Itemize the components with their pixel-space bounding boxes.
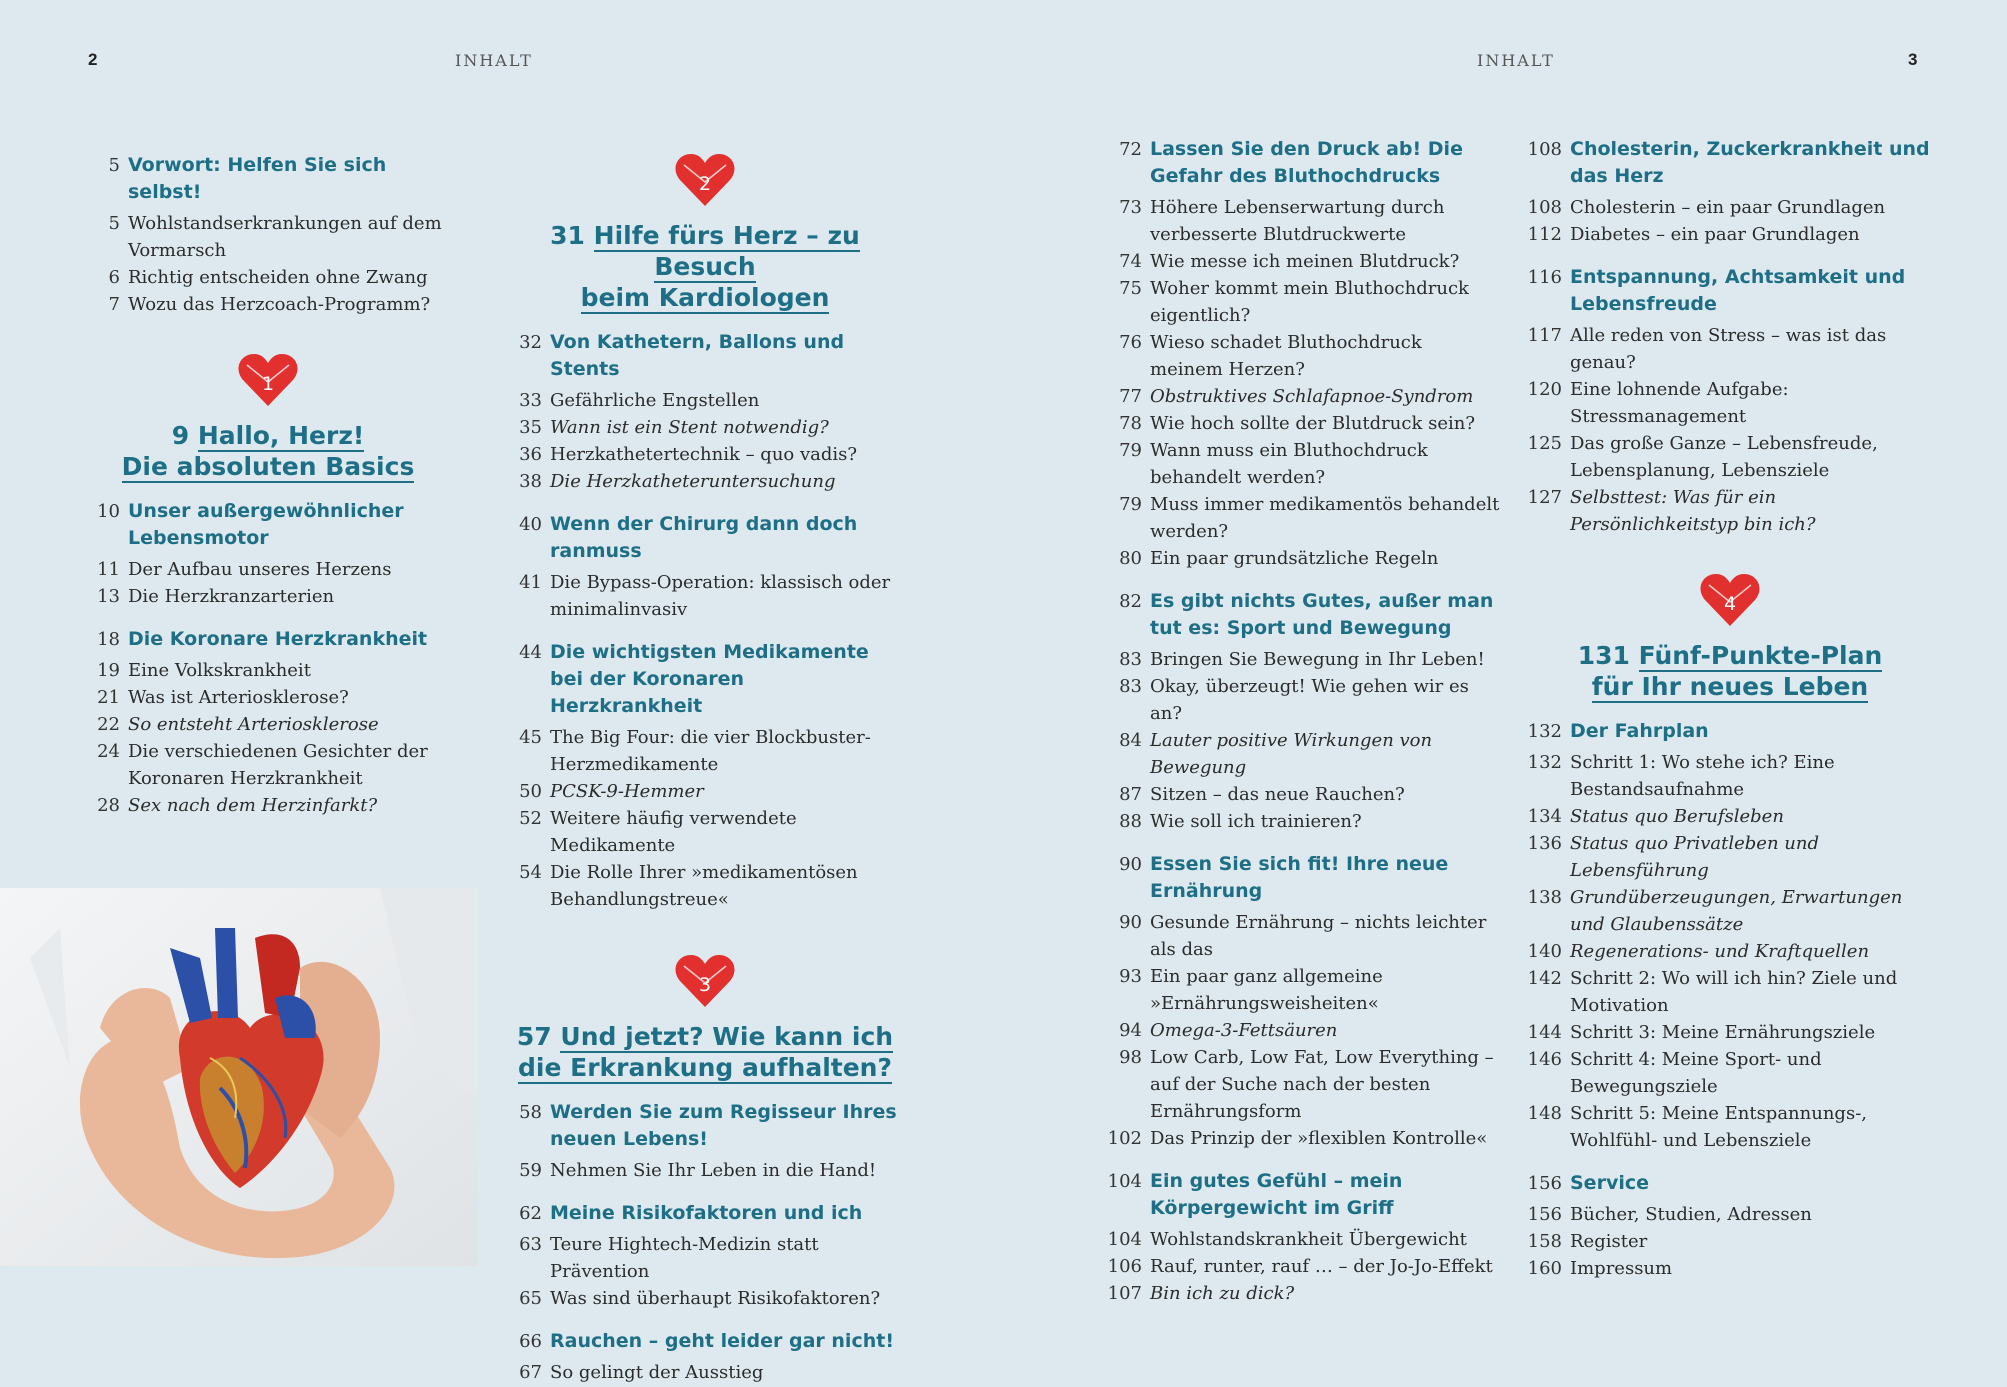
toc-entry (1520, 884, 1940, 938)
toc-page-number: 125 (1527, 433, 1562, 454)
toc-entry-title: Wozu das Herzcoach-Programm? (128, 294, 431, 315)
toc-page-number: 142 (1527, 968, 1562, 989)
toc-entry-title: Bücher, Studien, Adressen (1570, 1204, 1812, 1225)
toc-entry-title: Woher kommt mein Bluthochdruck eigentlich? (1150, 278, 1469, 326)
toc-entry-title: Sitzen – das neue Rauchen? (1150, 784, 1405, 805)
toc-entry-title: Register (1570, 1231, 1648, 1252)
toc-section-entry (510, 1200, 900, 1227)
toc-entry-title: Meine Risikofaktoren und ich (550, 1202, 863, 1224)
toc-page-number: 77 (1119, 386, 1142, 407)
toc-page-number: 50 (519, 781, 542, 802)
toc-page-number: 21 (97, 687, 120, 708)
toc-list (1520, 718, 1940, 1282)
toc-entry-title: So entsteht Arteriosklerose (128, 714, 379, 735)
chapter-title: die Erkrankung aufhalten? (518, 1053, 892, 1082)
toc-entry-title: Regenerations- und Kraftquellen (1570, 941, 1870, 962)
toc-entry (1100, 1253, 1500, 1280)
toc-entry (1100, 275, 1500, 329)
toc-page-number: 73 (1119, 197, 1142, 218)
toc-entry-title: Das Prinzip der »flexiblen Kontrolle« (1150, 1128, 1488, 1149)
toc-entry-title: Low Carb, Low Fat, Low Everything – auf der Suche nach der besten Ernährungsform (1150, 1047, 1494, 1122)
toc-entry-title: Wenn der Chirurg dann doch ranmuss (550, 513, 858, 562)
toc-entry (1100, 727, 1500, 781)
toc-page-number: 120 (1527, 379, 1562, 400)
toc-entry (1100, 781, 1500, 808)
toc-entry-title: Schritt 4: Meine Sport- und Bewegungsziele (1570, 1049, 1822, 1097)
toc-entry-title: Rauchen – geht leider gar nicht! (550, 1330, 894, 1352)
toc-entry-title: Lassen Sie den Druck ab! Die Gefahr des Bluthochdrucks (1150, 138, 1463, 187)
heart-badge-icon (674, 152, 736, 208)
toc-entry-title: Cholesterin, Zuckerkrankheit und das Herz (1570, 138, 1930, 187)
toc-page-number: 90 (1119, 854, 1142, 875)
toc-entry (510, 805, 900, 859)
toc-entry (88, 210, 448, 264)
toc-entry-title: Das große Ganze – Lebensfreude, Lebensplanung, Lebensziele (1570, 433, 1878, 481)
toc-entry-title: Eine lohnende Aufgabe: Stressmanagement (1570, 379, 1789, 427)
svg-text:3: 3 (698, 974, 712, 996)
toc-section-entry (1520, 264, 1940, 318)
toc-page-number: 98 (1119, 1047, 1142, 1068)
toc-page-number: 84 (1119, 730, 1142, 751)
toc-entry-title: Schritt 5: Meine Entspannungs-, Wohlfühl- und Lebensziele (1570, 1103, 1867, 1151)
toc-page-number: 40 (519, 514, 542, 535)
toc-entry (88, 657, 448, 684)
toc-entry (88, 711, 448, 738)
toc-entry-title: Diabetes – ein paar Grundlagen (1570, 224, 1860, 245)
toc-entry-title: Höhere Lebenserwartung durch verbesserte Blutdruckwerte (1150, 197, 1445, 245)
toc-entry-title: PCSK-9-Hemmer (550, 781, 704, 802)
toc-page-number: 59 (519, 1160, 542, 1181)
toc-page-number: 117 (1527, 325, 1562, 346)
toc-entry-title: Sex nach dem Herzinfarkt? (128, 795, 378, 816)
toc-page-number: 158 (1527, 1231, 1562, 1252)
toc-entry-title: Grundüberzeugungen, Erwartungen und Glaubenssätze (1570, 887, 1903, 935)
toc-page-number: 116 (1527, 267, 1562, 288)
toc-entry (1100, 194, 1500, 248)
toc-page-number: 36 (519, 444, 542, 465)
heart-badge-icon (1699, 572, 1761, 628)
toc-entry (1520, 430, 1940, 484)
toc-entry (88, 264, 448, 291)
toc-page-number: 102 (1107, 1128, 1142, 1149)
toc-entry (510, 468, 900, 495)
toc-entry (510, 387, 900, 414)
toc-entry (1520, 376, 1940, 430)
toc-entry (1520, 1019, 1940, 1046)
toc-page-number: 38 (519, 471, 542, 492)
toc-entry (1520, 1046, 1940, 1100)
toc-entry-title: So gelingt der Ausstieg (550, 1362, 764, 1383)
toc-entry-title: Omega-3-Fettsäuren (1150, 1020, 1338, 1041)
toc-section-entry (1520, 136, 1940, 190)
toc-entry-title: Bringen Sie Bewegung in Ihr Leben! (1150, 649, 1485, 670)
toc-entry-title: Gesunde Ernährung – nichts leichter als das (1150, 912, 1487, 960)
toc-section-entry (1520, 1170, 1940, 1197)
toc-entry (1100, 248, 1500, 275)
toc-entry (510, 1231, 900, 1285)
left-page-number: 2 (88, 50, 98, 69)
toc-page-number: 11 (97, 559, 120, 580)
toc-entry (1520, 803, 1940, 830)
left-running-head: INHALT (455, 51, 533, 70)
toc-entry (88, 291, 448, 318)
toc-page-number: 132 (1527, 752, 1562, 773)
toc-page-number: 88 (1119, 811, 1142, 832)
toc-page-number: 148 (1527, 1103, 1562, 1124)
toc-entry-title: Die Herzkatheteruntersuchung (550, 471, 836, 492)
toc-entry (1100, 1280, 1500, 1307)
toc-page-number: 6 (108, 267, 120, 288)
toc-entry (1100, 808, 1500, 835)
toc-page-number: 144 (1527, 1022, 1562, 1043)
toc-entry (510, 859, 900, 913)
toc-entry-title: Essen Sie sich fit! Ihre neue Ernährung (1150, 853, 1449, 902)
toc-page-number: 78 (1119, 413, 1142, 434)
toc-entry (1520, 221, 1940, 248)
toc-entry (1100, 437, 1500, 491)
chapter-title: Hilfe fürs Herz – zu Besuch (593, 221, 860, 281)
toc-page-number: 138 (1527, 887, 1562, 908)
svg-text:2: 2 (698, 173, 712, 195)
chapter-page-number: 57 (516, 1022, 552, 1051)
toc-entry (1520, 938, 1940, 965)
toc-page-number: 44 (519, 642, 542, 663)
toc-entry-title: Alle reden von Stress – was ist das genau? (1570, 325, 1887, 373)
toc-entry (88, 792, 448, 819)
toc-entry (1520, 484, 1940, 538)
toc-entry-title: Es gibt nichts Gutes, außer man tut es: Sport und Bewegung (1150, 590, 1494, 639)
toc-page-number: 63 (519, 1234, 542, 1255)
toc-page-number: 33 (519, 390, 542, 411)
toc-entry-title: Die Rolle Ihrer »medikamentösen Behandlungstreue« (550, 862, 858, 910)
toc-list (88, 152, 448, 318)
toc-page-number: 7 (108, 294, 120, 315)
toc-page-number: 108 (1527, 139, 1562, 160)
toc-entry-title: The Big Four: die vier Blockbuster-Herzmedikamente (550, 727, 871, 775)
toc-page-number: 127 (1527, 487, 1562, 508)
toc-entry (1520, 194, 1940, 221)
toc-entry (1100, 383, 1500, 410)
toc-page-number: 65 (519, 1288, 542, 1309)
toc-section-entry (1100, 136, 1500, 190)
chapter-title: Fünf-Punkte-Plan (1638, 641, 1883, 670)
toc-page-number: 32 (519, 332, 542, 353)
toc-section-entry (510, 329, 900, 383)
toc-entry-title: Status quo Berufsleben (1570, 806, 1784, 827)
toc-entry-title: Von Kathetern, Ballons und Stents (550, 331, 845, 380)
toc-page-number: 82 (1119, 591, 1142, 612)
toc-entry (1520, 749, 1940, 803)
toc-page-number: 106 (1107, 1256, 1142, 1277)
toc-entry (1100, 491, 1500, 545)
toc-page-number: 41 (519, 572, 542, 593)
toc-page-number: 156 (1527, 1204, 1562, 1225)
toc-entry-title: Nehmen Sie Ihr Leben in die Hand! (550, 1160, 877, 1181)
toc-entry-title: Wohlstandskrankheit Übergewicht (1150, 1229, 1467, 1250)
toc-entry-title: Die verschiedenen Gesichter der Koronaren Herzkrankheit (128, 741, 428, 789)
toc-entry (1520, 322, 1940, 376)
toc-list (88, 498, 448, 819)
toc-column-3 (1100, 136, 1500, 1307)
toc-page-number: 74 (1119, 251, 1142, 272)
toc-page-number: 83 (1119, 676, 1142, 697)
chapter-title: beim Kardiologen (580, 283, 830, 312)
toc-entry-title: Unser außergewöhnlicher Lebensmotor (128, 500, 404, 549)
toc-entry (1520, 830, 1940, 884)
chapter-page-number: 31 (550, 221, 585, 250)
toc-page-number: 107 (1107, 1283, 1142, 1304)
toc-entry-title: Die wichtigsten Medikamente bei der Koronaren Herzkrankheit (550, 641, 869, 717)
toc-entry (1100, 410, 1500, 437)
toc-page-number: 24 (97, 741, 120, 762)
chapter-4-heading (1520, 572, 1940, 702)
toc-section-entry (1100, 851, 1500, 905)
toc-page-number: 90 (1119, 912, 1142, 933)
toc-entry (1100, 909, 1500, 963)
toc-section-entry (510, 639, 900, 720)
chapter-page-number: 131 (1577, 641, 1630, 670)
toc-section-entry (1100, 588, 1500, 642)
toc-page-number: 72 (1119, 139, 1142, 160)
toc-entry-title: Wieso schadet Bluthochdruck meinem Herzen? (1150, 332, 1422, 380)
toc-entry (1100, 1017, 1500, 1044)
toc-entry-title: Ein paar ganz allgemeine »Ernährungsweisheiten« (1150, 966, 1383, 1014)
toc-column-1 (88, 152, 448, 819)
toc-column-4 (1520, 136, 1940, 1282)
toc-entry-title: Wann ist ein Stent notwendig? (550, 417, 829, 438)
toc-section-entry (510, 1328, 900, 1355)
toc-entry (1520, 1228, 1940, 1255)
toc-page-number: 28 (97, 795, 120, 816)
toc-page-number: 140 (1527, 941, 1562, 962)
toc-page-number: 108 (1527, 197, 1562, 218)
toc-entry-title: Vorwort: Helfen Sie sich selbst! (128, 154, 387, 203)
chapter-title: für Ihr neues Leben (1591, 672, 1869, 701)
toc-page-number: 146 (1527, 1049, 1562, 1070)
toc-entry-title: Der Fahrplan (1570, 720, 1709, 742)
svg-text:4: 4 (1723, 593, 1737, 615)
toc-entry (88, 738, 448, 792)
toc-entry-title: Cholesterin – ein paar Grundlagen (1570, 197, 1886, 218)
toc-entry (88, 583, 448, 610)
toc-entry-title: Obstruktives Schlafapnoe-Syndrom (1150, 386, 1474, 407)
toc-page-number: 94 (1119, 1020, 1142, 1041)
toc-page-number: 13 (97, 586, 120, 607)
toc-entry-title: Werden Sie zum Regisseur Ihres neuen Lebens! (550, 1101, 897, 1150)
toc-page-number: 76 (1119, 332, 1142, 353)
toc-entry-title: Der Aufbau unseres Herzens (128, 559, 392, 580)
toc-entry-title: Herzkathetertechnik – quo vadis? (550, 444, 858, 465)
toc-page-number: 5 (108, 155, 120, 176)
toc-entry (1100, 545, 1500, 572)
toc-entry (510, 414, 900, 441)
toc-section-entry (88, 626, 448, 653)
toc-page-number: 83 (1119, 649, 1142, 670)
toc-entry-title: Service (1570, 1172, 1649, 1194)
toc-section-entry (88, 152, 448, 206)
toc-page-number: 79 (1119, 440, 1142, 461)
toc-entry-title: Wohlstandserkrankungen auf dem Vormarsch (128, 213, 442, 261)
toc-entry-title: Gefährliche Engstellen (550, 390, 760, 411)
toc-entry-title: Wie hoch sollte der Blutdruck sein? (1150, 413, 1475, 434)
toc-entry-title: Entspannung, Achtsamkeit und Lebensfreude (1570, 266, 1906, 315)
toc-entry-title: Was sind überhaupt Risikofaktoren? (550, 1288, 881, 1309)
toc-list (1100, 136, 1500, 1307)
toc-entry-title: Ein gutes Gefühl – mein Körpergewicht im Griff (1150, 1170, 1403, 1219)
toc-page-number: 66 (519, 1331, 542, 1352)
toc-entry (1100, 673, 1500, 727)
toc-list (510, 1099, 900, 1386)
chapter-1-heading (88, 352, 448, 482)
toc-entry-title: Ein paar grundsätzliche Regeln (1150, 548, 1439, 569)
toc-page-number: 5 (108, 213, 120, 234)
toc-page-number: 87 (1119, 784, 1142, 805)
toc-section-entry (510, 511, 900, 565)
toc-page-number: 104 (1107, 1171, 1142, 1192)
toc-entry (1100, 1226, 1500, 1253)
chapter-title: Die absoluten Basics (121, 452, 415, 481)
toc-entry (1100, 646, 1500, 673)
toc-list (510, 329, 900, 913)
toc-entry (88, 556, 448, 583)
svg-text:1: 1 (261, 373, 275, 395)
toc-entry (1100, 963, 1500, 1017)
toc-entry-title: Wann muss ein Bluthochdruck behandelt werden? (1150, 440, 1428, 488)
toc-entry (88, 684, 448, 711)
toc-page-number: 80 (1119, 548, 1142, 569)
chapter-2-heading (510, 152, 900, 313)
toc-entry-title: Rauf, runter, rauf … – der Jo-Jo-Effekt (1150, 1256, 1493, 1277)
toc-entry-title: Impressum (1570, 1258, 1673, 1279)
right-running-head: INHALT (1477, 51, 1555, 70)
toc-entry (510, 778, 900, 805)
right-page-number: 3 (1908, 50, 1918, 69)
toc-entry-title: Die Koronare Herzkrankheit (128, 628, 428, 650)
toc-entry (510, 1285, 900, 1312)
toc-page-number: 132 (1527, 721, 1562, 742)
toc-page-number: 52 (519, 808, 542, 829)
toc-entry-title: Eine Volkskrankheit (128, 660, 311, 681)
toc-entry-title: Die Herzkranzarterien (128, 586, 335, 607)
chapter-3-heading (510, 953, 900, 1083)
toc-entry (510, 1359, 900, 1386)
toc-entry (510, 569, 900, 623)
toc-entry-title: Lauter positive Wirkungen von Bewegung (1150, 730, 1433, 778)
toc-page-number: 160 (1527, 1258, 1562, 1279)
toc-page-number: 54 (519, 862, 542, 883)
toc-section-entry (1520, 718, 1940, 745)
toc-page-number: 134 (1527, 806, 1562, 827)
toc-entry-title: Status quo Privatleben und Lebensführung (1570, 833, 1819, 881)
toc-entry-title: Teure Hightech-Medizin statt Prävention (550, 1234, 819, 1282)
toc-page-number: 45 (519, 727, 542, 748)
toc-entry (510, 1157, 900, 1184)
toc-entry-title: Okay, überzeugt! Wie gehen wir es an? (1150, 676, 1469, 724)
toc-entry (1100, 1125, 1500, 1152)
toc-entry-title: Schritt 2: Wo will ich hin? Ziele und Motivation (1570, 968, 1898, 1016)
toc-entry (1520, 1100, 1940, 1154)
toc-entry-title: Schritt 3: Meine Ernährungsziele (1570, 1022, 1876, 1043)
toc-page-number: 10 (97, 501, 120, 522)
toc-entry (1100, 1044, 1500, 1125)
toc-entry (1520, 1201, 1940, 1228)
toc-entry-title: Wie soll ich trainieren? (1150, 811, 1362, 832)
toc-page-number: 18 (97, 629, 120, 650)
toc-entry-title: Schritt 1: Wo stehe ich? Eine Bestandsaufnahme (1570, 752, 1835, 800)
toc-page-number: 104 (1107, 1229, 1142, 1250)
toc-page-number: 75 (1119, 278, 1142, 299)
heart-badge-icon (674, 953, 736, 1009)
toc-list (1520, 136, 1940, 538)
toc-page-number: 112 (1527, 224, 1562, 245)
toc-entry-title: Was ist Arteriosklerose? (128, 687, 349, 708)
toc-section-entry (1100, 1168, 1500, 1222)
toc-entry-title: Muss immer medikamentös behandelt werden? (1150, 494, 1500, 542)
toc-entry (1100, 329, 1500, 383)
toc-entry-title: Wie messe ich meinen Blutdruck? (1150, 251, 1460, 272)
toc-page-number: 19 (97, 660, 120, 681)
toc-page-number: 62 (519, 1203, 542, 1224)
toc-page-number: 58 (519, 1102, 542, 1123)
toc-column-2 (510, 152, 900, 1386)
toc-entry-title: Selbsttest: Was für ein Persönlichkeitstyp bin ich? (1570, 487, 1816, 535)
toc-entry-title: Weitere häufig verwendete Medikamente (550, 808, 797, 856)
toc-entry (1520, 965, 1940, 1019)
toc-entry (510, 724, 900, 778)
heart-model-photo (0, 888, 478, 1266)
toc-entry (1520, 1255, 1940, 1282)
toc-page-number: 156 (1527, 1173, 1562, 1194)
toc-section-entry (88, 498, 448, 552)
toc-page-number: 93 (1119, 966, 1142, 987)
toc-entry-title: Richtig entscheiden ohne Zwang (128, 267, 428, 288)
toc-page-number: 22 (97, 714, 120, 735)
toc-section-entry (510, 1099, 900, 1153)
chapter-page-number: 9 (171, 421, 190, 450)
toc-entry-title: Die Bypass-Operation: klassisch oder minimalinvasiv (550, 572, 891, 620)
toc-page-number: 79 (1119, 494, 1142, 515)
toc-entry-title: Bin ich zu dick? (1150, 1283, 1295, 1304)
chapter-title: Hallo, Herz! (197, 421, 365, 450)
chapter-title: Und jetzt? Wie kann ich (560, 1022, 894, 1051)
heart-badge-icon (237, 352, 299, 408)
toc-entry (510, 441, 900, 468)
toc-page-number: 136 (1527, 833, 1562, 854)
toc-page-number: 67 (519, 1362, 542, 1383)
toc-page-number: 35 (519, 417, 542, 438)
